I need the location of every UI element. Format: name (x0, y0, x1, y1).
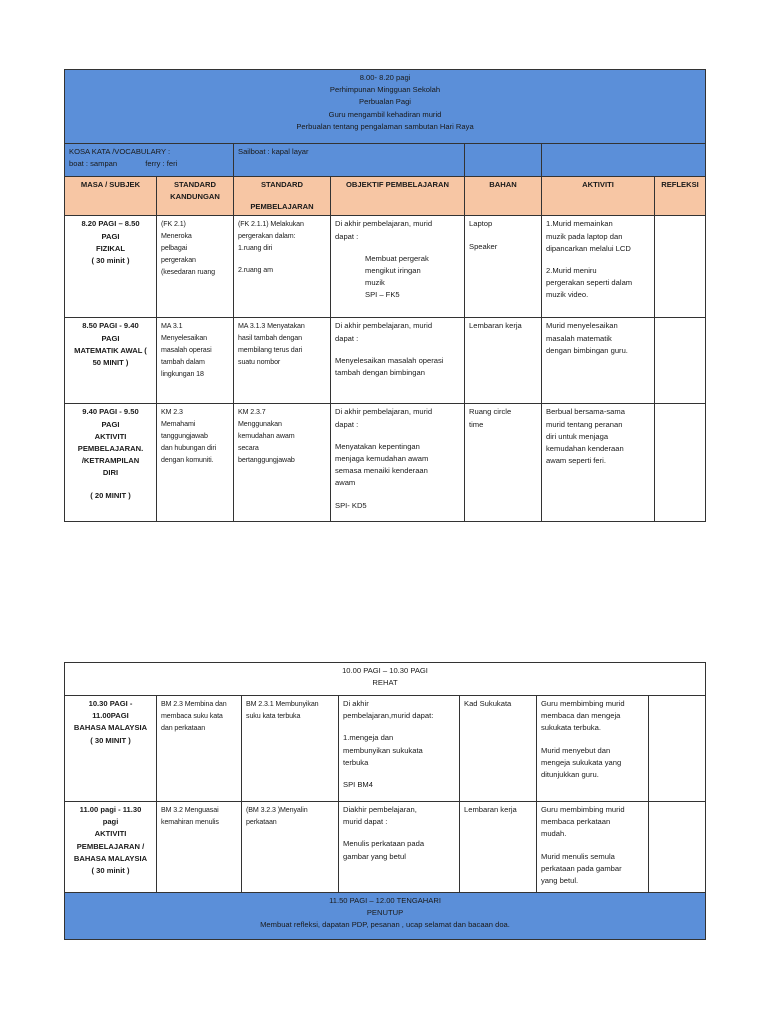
cell-aktiviti: Guru membimbing murid membaca perkataan mudah. Murid menulis semula perkataan pada gambar yang betul. (537, 802, 649, 893)
vocab-cell (65, 144, 234, 177)
cell-masa: 9.40 PAGI - 9.50 PAGI AKTIVITI PEMBELAJARAN. /KETRAMPILAN DIRI ( 20 MINIT ) (65, 404, 157, 522)
cell-bahan: Kad Sukukata (460, 696, 537, 802)
cell-objektif: Diakhir pembelajaran, murid dapat : Menulis perkataan pada gambar yang betul (339, 802, 460, 893)
cell-refleksi (655, 216, 706, 318)
cell-bahan: Lembaran kerja (460, 802, 537, 893)
cell-standard-kandungan: BM 2.3 Membina dan membaca suku kata dan perkataan (157, 696, 242, 802)
cell-refleksi (649, 696, 706, 802)
cell-aktiviti: 1.Murid memainkan muzik pada laptop dan dipancarkan melalui LCD 2.Murid meniru pergerakan seperti dalam muzik video. (542, 216, 655, 318)
header-objektif: OBJEKTIF PEMBELAJARAN (331, 177, 465, 216)
lesson-plan-table-late-morning (64, 662, 706, 940)
penutup-time: 11.50 PAGI – 12.00 TENGAHARI (329, 896, 441, 905)
cell-aktiviti: Berbual bersama-sama murid tentang peranan diri untuk menjaga kemudahan kenderaan awam seperti feri. (542, 404, 655, 522)
cell-standard-pembelajaran: (FK 2.1.1) Melakukan pergerakan dalam: 1.ruang diri 2.ruang am (234, 216, 331, 318)
cell-standard-kandungan: MA 3.1 Menyelesaikan masalah operasi tambah dalam lingkungan 18 (157, 318, 234, 404)
vocabulary-row (65, 144, 706, 177)
penutup-description: Membuat refleksi, dapatan PDP, pesanan , ucap selamat dan bacaan doa. (260, 920, 510, 930)
table-row (65, 216, 706, 318)
cell-aktiviti: Murid menyelesaikan masalah matematik dengan bimbingan guru. (542, 318, 655, 404)
vocab-boat: boat : sampan (69, 159, 118, 169)
assembly-banner (65, 70, 706, 144)
cell-standard-kandungan: KM 2.3 Memahami tanggungjawab dan hubungan diri dengan komuniti. (157, 404, 234, 522)
cell-standard-pembelajaran: KM 2.3.7 Menggunakan kemudahan awam secara bertanggungjawab (234, 404, 331, 522)
table-row (65, 696, 706, 802)
header-masa: MASA / SUBJEK (65, 177, 157, 216)
vocab-empty (542, 144, 706, 177)
cell-bahan: Ruang circle time (465, 404, 542, 522)
table-row (65, 404, 706, 522)
vocab-title: KOSA KATA /VOCABULARY : (69, 147, 171, 156)
cell-standard-pembelajaran: BM 2.3.1 Membunyikan suku kata terbuka (242, 696, 339, 802)
banner-line: Perhimpunan Mingguan Sekolah (329, 85, 441, 95)
cell-standard-pembelajaran: (BM 3.2.3 )Menyalin perkataan (242, 802, 339, 893)
rehat-banner (65, 663, 706, 696)
cell-refleksi (655, 318, 706, 404)
cell-bahan: Lembaran kerja (465, 318, 542, 404)
rehat-label: REHAT (372, 678, 398, 688)
header-aktiviti: AKTIVITI (542, 177, 655, 216)
cell-refleksi (649, 802, 706, 893)
banner-line: Perbualan tentang pengalaman sambutan Hari Raya (296, 121, 474, 131)
cell-masa: 8.50 PAGI - 9.40 PAGI MATEMATIK AWAL ( 50 MINIT ) (65, 318, 157, 404)
cell-bahan: Laptop Speaker (465, 216, 542, 318)
cell-masa: 8.20 PAGI – 8.50 PAGI FIZIKAL ( 30 minit ) (65, 216, 157, 318)
banner-time: 8.00- 8.20 pagi (359, 73, 411, 82)
header-standard-pembelajaran: STANDARD PEMBELAJARAN (234, 177, 331, 216)
column-header-row (65, 177, 706, 216)
cell-aktiviti: Guru membimbing murid membaca dan mengeja sukukata terbuka. Murid menyebut dan mengeja sukukata yang ditunjukkan guru. (537, 696, 649, 802)
vocab-empty (465, 144, 542, 177)
vocab-sailboat: Sailboat : kapal layar (238, 147, 309, 156)
cell-objektif: Di akhir pembelajaran, murid dapat : Menyelesaikan masalah operasi tambah dengan bimbingan (331, 318, 465, 404)
lesson-plan-table-morning (64, 69, 706, 522)
penutup-label: PENUTUP (366, 908, 404, 918)
banner-line: Perbualan Pagi (359, 97, 411, 107)
header-refleksi: REFLEKSI (655, 177, 706, 216)
cell-masa: 10.30 PAGI - 11.00PAGI BAHASA MALAYSIA ( 30 MINIT ) (65, 696, 157, 802)
cell-standard-pembelajaran: MA 3.1.3 Menyatakan hasil tambah dengan membilang terus dari suatu nombor (234, 318, 331, 404)
cell-standard-kandungan: BM 3.2 Menguasai kemahiran menulis (157, 802, 242, 893)
rehat-time: 10.00 PAGI – 10.30 PAGI (342, 666, 428, 675)
vocab-ferry: ferry : feri (145, 159, 178, 169)
banner-line: Guru mengambil kehadiran murid (328, 109, 442, 119)
penutup-banner (65, 893, 706, 940)
cell-objektif: Di akhir pembelajaran, murid dapat : Menyatakan kepentingan menjaga kemudahan awam semasa menaiki kenderaan awam SPI- KD5 (331, 404, 465, 522)
header-bahan: BAHAN (465, 177, 542, 216)
table-row (65, 318, 706, 404)
vocab-sailboat-cell (234, 144, 465, 177)
cell-objektif: Di akhir pembelajaran,murid dapat: 1.mengeja dan membunyikan sukukata terbuka SPI BM4 (339, 696, 460, 802)
cell-objektif: Di akhir pembelajaran, murid dapat : Membuat pergerak mengikut iringan muzik SPI – FK5 (331, 216, 465, 318)
cell-masa: 11.00 pagi - 11.30 pagi AKTIVITI PEMBELAJARAN / BAHASA MALAYSIA ( 30 minit ) (65, 802, 157, 893)
cell-standard-kandungan: (FK 2.1) Meneroka pelbagai pergerakan (kesedaran ruang (157, 216, 234, 318)
header-standard-kandungan: STANDARD KANDUNGAN (157, 177, 234, 216)
table-row (65, 802, 706, 893)
cell-refleksi (655, 404, 706, 522)
